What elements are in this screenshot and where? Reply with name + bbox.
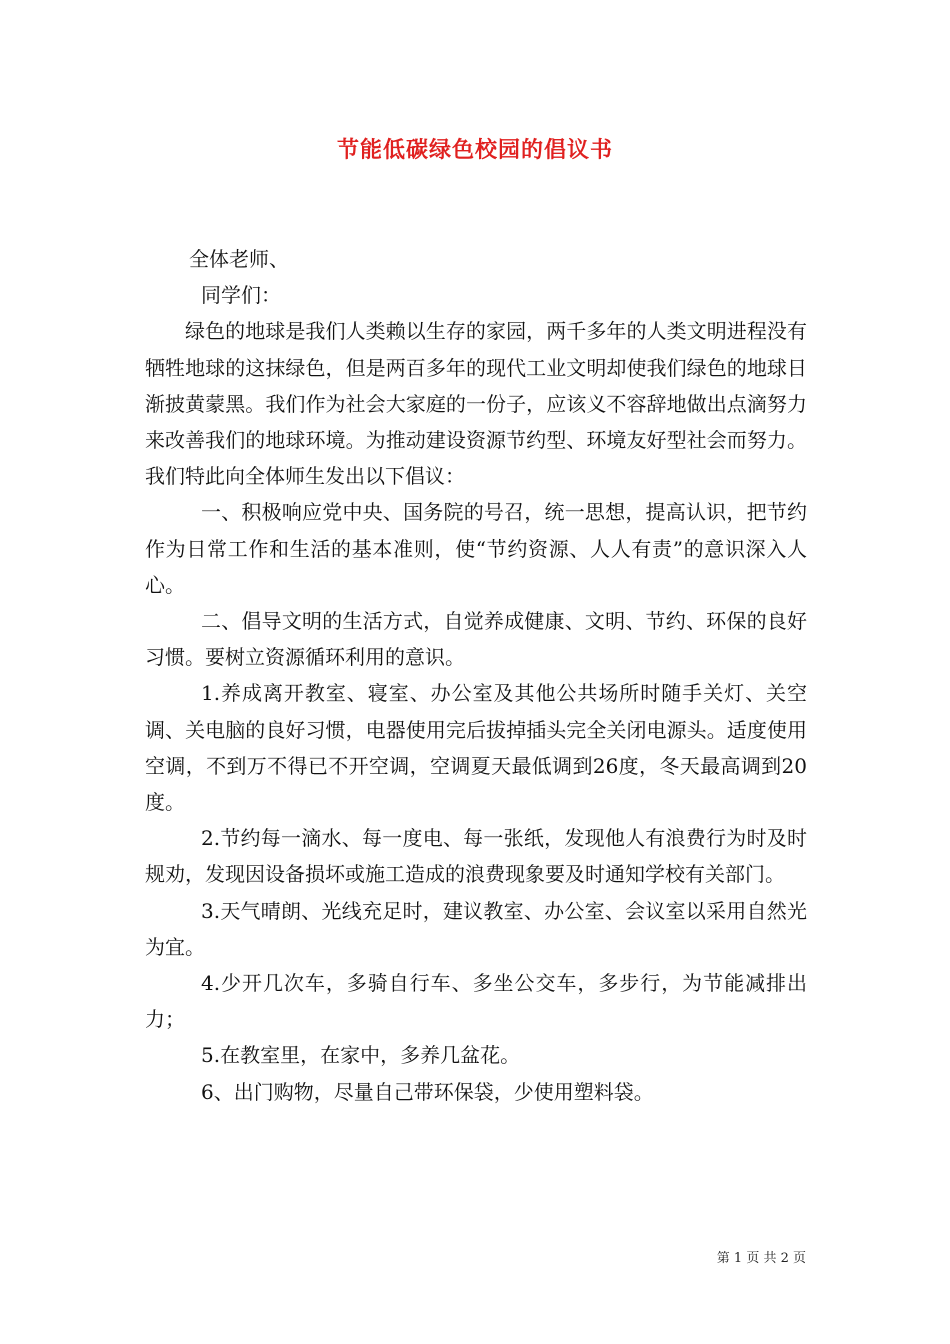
document-body: [145, 241, 807, 1110]
item-4-paragraph: 4.少开几次车，多骑自行车、多坐公交车，多步行，为节能减排出力；: [145, 971, 807, 1032]
item-3-paragraph: 3.天气晴朗、光线充足时，建议教室、办公室、会议室以采用自然光为宜。: [145, 898, 807, 959]
item-1-paragraph: 1.养成离开教室、寝室、办公室及其他公共场所时随手关灯、关空调、关电脑的良好习惯，电器使用完后拔掉插头完全关闭电源头。适度使用空调，不到万不得已不开空调，空调夏天最低调到26度，冬天最高调到20度。: [145, 681, 807, 815]
salutation-line-1: 全体老师、: [189, 247, 289, 271]
intro-paragraph: 绿色的地球是我们人类赖以生存的家园，两千多年的人类文明进程没有牺牲地球的这抹绿色，但是两百多年的现代工业文明却使我们绿色的地球日渐披黄蒙黑。我们作为社会大家庭的一份子，应该义不容辞地做出点滴努力来改善我们的地球环境。为推动建设资源节约型、环境友好型社会而努力。我们特此向全体师生发出以下倡议：: [145, 319, 807, 489]
salutation-line-2: 同学们：: [201, 283, 281, 308]
item-2-paragraph: 2.节约每一滴水、每一度电、每一张纸，发现他人有浪费行为时及时规劝，发现因设备损坏或施工造成的浪费现象要及时通知学校有关部门。: [145, 826, 807, 887]
document-title: 节能低碳绿色校园的倡议书: [336, 137, 613, 163]
item-6-paragraph: 6、出门购物，尽量自己带环保袋，少使用塑料袋。: [201, 1079, 654, 1104]
page-number-footer: 第 1 页 共 2 页: [716, 1251, 806, 1266]
proposal-two-paragraph: 二、倡导文明的生活方式，自觉养成健康、文明、节约、环保的良好习惯。要树立资源循环利用的意识。: [145, 609, 807, 670]
item-5-paragraph: 5.在教室里，在家中，多养几盆花。: [201, 1043, 521, 1068]
proposal-one-paragraph: 一、积极响应党中央、国务院的号召，统一思想，提高认识，把节约作为日常工作和生活的基本准则，使“节约资源、人人有责”的意识深入人心。: [145, 500, 807, 597]
